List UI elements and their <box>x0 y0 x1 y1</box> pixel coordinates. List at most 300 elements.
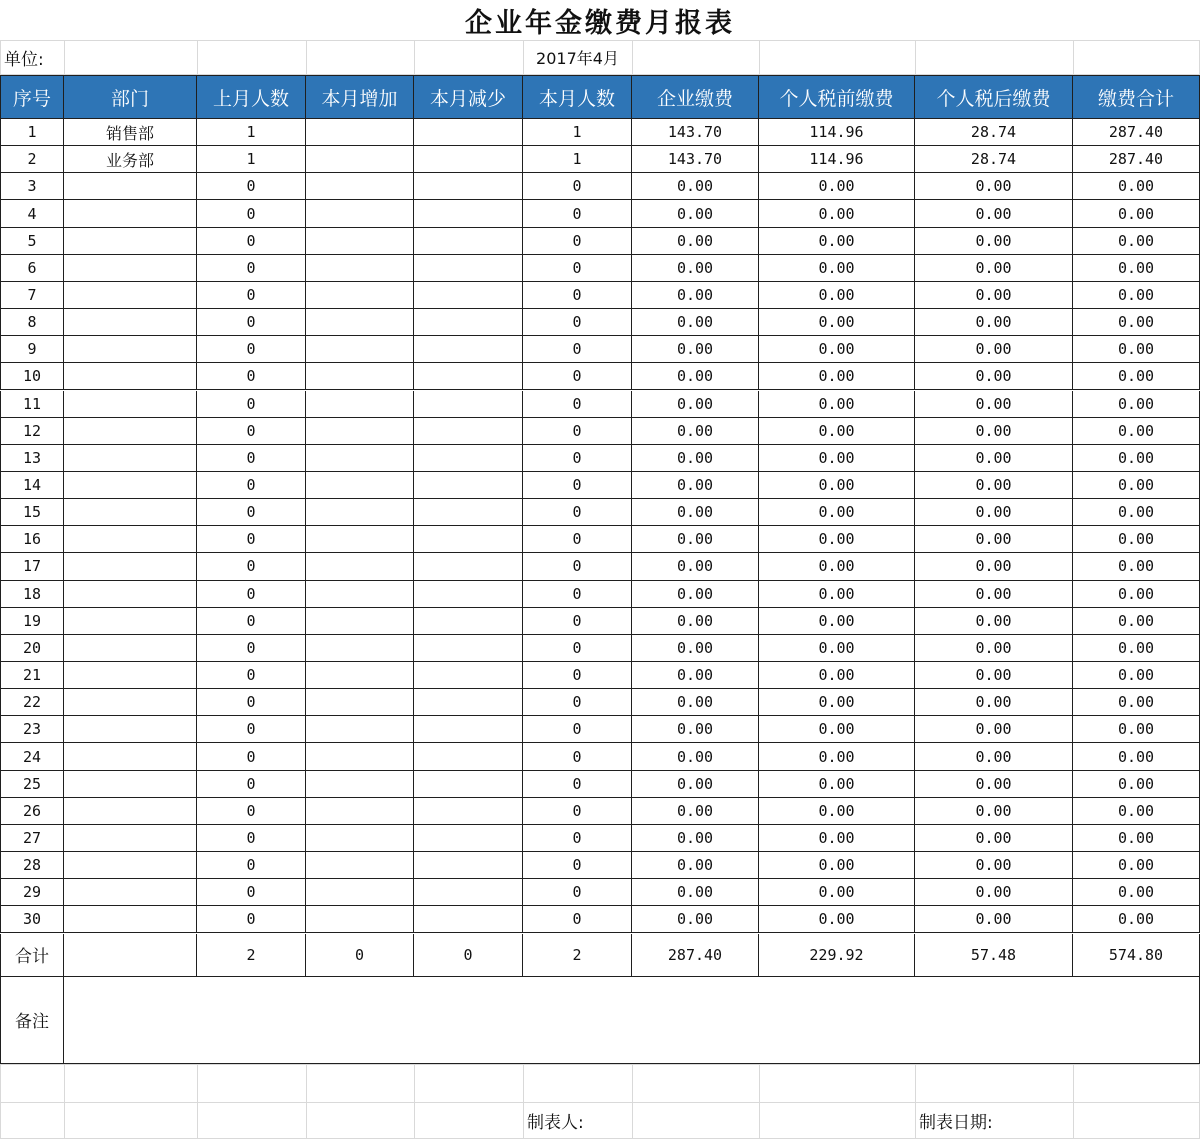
table-cell[interactable] <box>306 581 414 608</box>
table-cell[interactable]: 0 <box>197 282 306 309</box>
table-cell[interactable]: 0 <box>197 689 306 716</box>
table-cell[interactable] <box>306 798 414 825</box>
table-cell[interactable]: 0.00 <box>1073 635 1200 662</box>
totals-cell[interactable]: 0 <box>414 934 523 977</box>
table-cell[interactable]: 11 <box>0 391 64 418</box>
totals-cell[interactable]: 2 <box>523 934 632 977</box>
table-cell[interactable]: 2 <box>0 146 64 173</box>
table-cell[interactable]: 0.00 <box>915 553 1073 580</box>
table-cell[interactable]: 0.00 <box>1073 445 1200 472</box>
table-cell[interactable]: 0.00 <box>915 716 1073 743</box>
table-cell[interactable]: 0.00 <box>1073 363 1200 390</box>
table-cell[interactable]: 0.00 <box>915 472 1073 499</box>
totals-cell[interactable]: 0 <box>306 934 414 977</box>
table-cell[interactable] <box>64 200 197 227</box>
table-cell[interactable]: 0 <box>523 200 632 227</box>
table-cell[interactable]: 1 <box>197 146 306 173</box>
column-header-8[interactable]: 个人税前缴费 <box>759 75 915 119</box>
table-cell[interactable] <box>306 445 414 472</box>
table-cell[interactable]: 0.00 <box>915 689 1073 716</box>
table-cell[interactable] <box>306 608 414 635</box>
table-cell[interactable]: 0 <box>197 363 306 390</box>
table-cell[interactable]: 4 <box>0 200 64 227</box>
table-cell[interactable]: 0.00 <box>759 743 915 770</box>
table-cell[interactable] <box>306 553 414 580</box>
table-cell[interactable] <box>64 608 197 635</box>
table-cell[interactable]: 0 <box>197 906 306 933</box>
table-cell[interactable] <box>306 391 414 418</box>
table-cell[interactable]: 6 <box>0 255 64 282</box>
table-cell[interactable]: 0.00 <box>632 798 759 825</box>
table-cell[interactable] <box>64 798 197 825</box>
table-cell[interactable]: 0.00 <box>759 282 915 309</box>
table-cell[interactable]: 0.00 <box>1073 526 1200 553</box>
table-cell[interactable]: 0.00 <box>632 581 759 608</box>
table-cell[interactable] <box>414 200 523 227</box>
table-cell[interactable] <box>414 445 523 472</box>
table-cell[interactable] <box>414 282 523 309</box>
table-cell[interactable] <box>64 581 197 608</box>
table-cell[interactable]: 0.00 <box>915 581 1073 608</box>
table-cell[interactable]: 15 <box>0 499 64 526</box>
table-cell[interactable] <box>64 418 197 445</box>
table-cell[interactable]: 0.00 <box>915 363 1073 390</box>
table-cell[interactable]: 14 <box>0 472 64 499</box>
table-cell[interactable]: 0 <box>523 553 632 580</box>
totals-cell[interactable]: 287.40 <box>632 934 759 977</box>
table-cell[interactable]: 0 <box>197 391 306 418</box>
table-cell[interactable]: 0 <box>197 608 306 635</box>
table-cell[interactable]: 10 <box>0 363 64 390</box>
table-cell[interactable]: 0 <box>197 879 306 906</box>
table-cell[interactable]: 0 <box>197 771 306 798</box>
table-cell[interactable] <box>414 771 523 798</box>
table-cell[interactable]: 0.00 <box>632 282 759 309</box>
table-cell[interactable]: 0.00 <box>915 743 1073 770</box>
table-cell[interactable]: 0 <box>523 852 632 879</box>
table-cell[interactable]: 0.00 <box>1073 662 1200 689</box>
table-cell[interactable]: 0.00 <box>759 173 915 200</box>
table-cell[interactable] <box>414 635 523 662</box>
table-cell[interactable]: 0.00 <box>915 771 1073 798</box>
table-cell[interactable] <box>414 255 523 282</box>
table-cell[interactable] <box>414 798 523 825</box>
table-cell[interactable]: 27 <box>0 825 64 852</box>
table-cell[interactable] <box>414 879 523 906</box>
table-cell[interactable]: 0.00 <box>915 336 1073 363</box>
table-cell[interactable]: 0.00 <box>632 228 759 255</box>
table-cell[interactable]: 0.00 <box>632 255 759 282</box>
table-cell[interactable] <box>414 553 523 580</box>
table-cell[interactable]: 0.00 <box>1073 173 1200 200</box>
table-cell[interactable] <box>306 743 414 770</box>
table-cell[interactable]: 0 <box>197 825 306 852</box>
totals-cell[interactable] <box>64 934 197 977</box>
table-cell[interactable]: 0.00 <box>632 336 759 363</box>
table-cell[interactable]: 287.40 <box>1073 119 1200 146</box>
remark-field[interactable] <box>64 977 1200 1064</box>
table-cell[interactable]: 0.00 <box>1073 499 1200 526</box>
table-cell[interactable]: 0.00 <box>759 608 915 635</box>
table-cell[interactable]: 0.00 <box>759 526 915 553</box>
table-cell[interactable]: 0 <box>197 716 306 743</box>
table-cell[interactable]: 0.00 <box>915 282 1073 309</box>
table-cell[interactable]: 12 <box>0 418 64 445</box>
table-cell[interactable]: 0.00 <box>915 906 1073 933</box>
table-cell[interactable]: 0.00 <box>1073 825 1200 852</box>
table-cell[interactable]: 0 <box>523 228 632 255</box>
totals-label[interactable]: 合计 <box>0 934 64 977</box>
table-cell[interactable]: 0.00 <box>759 716 915 743</box>
table-cell[interactable]: 3 <box>0 173 64 200</box>
table-cell[interactable]: 0 <box>197 635 306 662</box>
table-cell[interactable]: 0.00 <box>759 798 915 825</box>
table-cell[interactable]: 0 <box>197 445 306 472</box>
table-cell[interactable]: 0.00 <box>632 743 759 770</box>
table-cell[interactable] <box>64 553 197 580</box>
table-cell[interactable]: 0 <box>523 445 632 472</box>
column-header-7[interactable]: 企业缴费 <box>632 75 759 119</box>
table-cell[interactable] <box>306 635 414 662</box>
table-cell[interactable] <box>306 852 414 879</box>
table-cell[interactable] <box>414 418 523 445</box>
table-cell[interactable]: 0.00 <box>759 228 915 255</box>
table-cell[interactable]: 0.00 <box>915 418 1073 445</box>
table-cell[interactable]: 0 <box>523 716 632 743</box>
table-cell[interactable] <box>414 608 523 635</box>
table-cell[interactable] <box>414 743 523 770</box>
table-cell[interactable]: 0.00 <box>1073 255 1200 282</box>
table-cell[interactable]: 0.00 <box>632 662 759 689</box>
table-cell[interactable]: 0.00 <box>632 173 759 200</box>
table-cell[interactable] <box>414 472 523 499</box>
table-cell[interactable]: 0 <box>197 852 306 879</box>
column-header-1[interactable]: 序号 <box>0 75 64 119</box>
table-cell[interactable] <box>64 526 197 553</box>
table-cell[interactable]: 0.00 <box>759 336 915 363</box>
table-cell[interactable]: 0 <box>197 200 306 227</box>
table-cell[interactable]: 0.00 <box>632 608 759 635</box>
table-cell[interactable]: 0 <box>197 499 306 526</box>
table-cell[interactable]: 0.00 <box>759 499 915 526</box>
table-cell[interactable]: 25 <box>0 771 64 798</box>
table-cell[interactable] <box>64 499 197 526</box>
table-cell[interactable]: 287.40 <box>1073 146 1200 173</box>
column-header-3[interactable]: 上月人数 <box>197 75 306 119</box>
table-cell[interactable]: 0.00 <box>1073 906 1200 933</box>
table-cell[interactable] <box>306 228 414 255</box>
table-cell[interactable]: 114.96 <box>759 119 915 146</box>
table-cell[interactable]: 0 <box>523 608 632 635</box>
table-cell[interactable] <box>64 363 197 390</box>
table-cell[interactable]: 0.00 <box>632 472 759 499</box>
table-cell[interactable]: 1 <box>523 119 632 146</box>
table-cell[interactable] <box>306 363 414 390</box>
table-cell[interactable]: 0 <box>523 581 632 608</box>
table-cell[interactable]: 0.00 <box>759 906 915 933</box>
table-cell[interactable] <box>306 906 414 933</box>
table-cell[interactable]: 0.00 <box>1073 391 1200 418</box>
table-cell[interactable] <box>414 391 523 418</box>
table-cell[interactable]: 0 <box>523 391 632 418</box>
table-cell[interactable]: 0.00 <box>915 825 1073 852</box>
table-cell[interactable] <box>64 825 197 852</box>
table-cell[interactable]: 0.00 <box>915 852 1073 879</box>
table-cell[interactable]: 0.00 <box>759 879 915 906</box>
table-cell[interactable] <box>306 662 414 689</box>
table-cell[interactable]: 0.00 <box>632 716 759 743</box>
table-cell[interactable]: 0 <box>523 689 632 716</box>
table-cell[interactable]: 0.00 <box>632 879 759 906</box>
table-cell[interactable]: 0 <box>523 825 632 852</box>
table-cell[interactable]: 28.74 <box>915 119 1073 146</box>
table-cell[interactable]: 0.00 <box>1073 228 1200 255</box>
column-header-2[interactable]: 部门 <box>64 75 197 119</box>
table-cell[interactable] <box>306 418 414 445</box>
table-cell[interactable]: 19 <box>0 608 64 635</box>
table-cell[interactable]: 0.00 <box>759 689 915 716</box>
table-cell[interactable] <box>306 879 414 906</box>
table-cell[interactable]: 0.00 <box>1073 771 1200 798</box>
table-cell[interactable]: 0 <box>523 472 632 499</box>
table-cell[interactable] <box>64 282 197 309</box>
table-cell[interactable]: 0.00 <box>632 309 759 336</box>
table-cell[interactable]: 23 <box>0 716 64 743</box>
table-cell[interactable]: 0.00 <box>632 499 759 526</box>
totals-cell[interactable]: 574.80 <box>1073 934 1200 977</box>
table-cell[interactable]: 0.00 <box>759 445 915 472</box>
table-cell[interactable] <box>306 771 414 798</box>
column-header-6[interactable]: 本月人数 <box>523 75 632 119</box>
table-cell[interactable]: 143.70 <box>632 146 759 173</box>
table-cell[interactable]: 0 <box>523 173 632 200</box>
table-cell[interactable]: 0.00 <box>1073 553 1200 580</box>
table-cell[interactable] <box>64 336 197 363</box>
table-cell[interactable]: 7 <box>0 282 64 309</box>
table-cell[interactable]: 0.00 <box>632 200 759 227</box>
table-cell[interactable]: 0 <box>523 309 632 336</box>
table-cell[interactable]: 0.00 <box>915 608 1073 635</box>
table-cell[interactable]: 0.00 <box>632 363 759 390</box>
table-cell[interactable]: 17 <box>0 553 64 580</box>
table-cell[interactable]: 0 <box>523 499 632 526</box>
table-cell[interactable]: 0.00 <box>915 391 1073 418</box>
table-cell[interactable]: 24 <box>0 743 64 770</box>
table-cell[interactable]: 0 <box>523 282 632 309</box>
table-cell[interactable] <box>306 336 414 363</box>
table-cell[interactable]: 8 <box>0 309 64 336</box>
table-cell[interactable]: 22 <box>0 689 64 716</box>
table-cell[interactable]: 0 <box>523 635 632 662</box>
table-cell[interactable] <box>414 689 523 716</box>
table-cell[interactable] <box>64 662 197 689</box>
table-cell[interactable]: 0.00 <box>915 499 1073 526</box>
column-header-10[interactable]: 缴费合计 <box>1073 75 1200 119</box>
table-cell[interactable] <box>414 119 523 146</box>
table-cell[interactable] <box>64 906 197 933</box>
table-cell[interactable]: 13 <box>0 445 64 472</box>
table-cell[interactable] <box>414 526 523 553</box>
table-cell[interactable]: 143.70 <box>632 119 759 146</box>
table-cell[interactable] <box>414 716 523 743</box>
table-cell[interactable]: 0.00 <box>1073 743 1200 770</box>
table-cell[interactable] <box>306 716 414 743</box>
table-cell[interactable] <box>414 499 523 526</box>
table-cell[interactable] <box>306 255 414 282</box>
table-cell[interactable] <box>414 228 523 255</box>
table-cell[interactable]: 0.00 <box>632 418 759 445</box>
table-cell[interactable] <box>414 146 523 173</box>
column-header-5[interactable]: 本月减少 <box>414 75 523 119</box>
table-cell[interactable]: 0.00 <box>915 445 1073 472</box>
table-cell[interactable]: 0.00 <box>915 526 1073 553</box>
table-cell[interactable] <box>64 879 197 906</box>
table-cell[interactable]: 1 <box>197 119 306 146</box>
totals-cell[interactable]: 2 <box>197 934 306 977</box>
table-cell[interactable] <box>414 906 523 933</box>
table-cell[interactable]: 0 <box>523 526 632 553</box>
table-cell[interactable]: 0 <box>523 879 632 906</box>
table-cell[interactable]: 0.00 <box>759 391 915 418</box>
table-cell[interactable] <box>306 282 414 309</box>
table-cell[interactable]: 0.00 <box>632 526 759 553</box>
table-cell[interactable] <box>414 825 523 852</box>
table-cell[interactable] <box>64 716 197 743</box>
table-cell[interactable]: 0.00 <box>759 635 915 662</box>
table-cell[interactable]: 0.00 <box>759 771 915 798</box>
table-cell[interactable]: 30 <box>0 906 64 933</box>
table-cell[interactable]: 0.00 <box>759 825 915 852</box>
table-cell[interactable]: 0.00 <box>1073 336 1200 363</box>
table-cell[interactable]: 0.00 <box>915 662 1073 689</box>
totals-cell[interactable]: 57.48 <box>915 934 1073 977</box>
table-cell[interactable]: 0 <box>197 662 306 689</box>
table-cell[interactable]: 0.00 <box>915 798 1073 825</box>
table-cell[interactable]: 0 <box>523 798 632 825</box>
table-cell[interactable]: 0.00 <box>1073 798 1200 825</box>
table-cell[interactable] <box>64 391 197 418</box>
table-cell[interactable]: 0.00 <box>632 445 759 472</box>
table-cell[interactable]: 26 <box>0 798 64 825</box>
table-cell[interactable]: 0.00 <box>632 825 759 852</box>
table-cell[interactable] <box>306 499 414 526</box>
table-cell[interactable]: 114.96 <box>759 146 915 173</box>
table-cell[interactable]: 0.00 <box>632 852 759 879</box>
table-cell[interactable] <box>64 635 197 662</box>
table-cell[interactable]: 0.00 <box>1073 418 1200 445</box>
table-cell[interactable] <box>64 689 197 716</box>
table-cell[interactable]: 0.00 <box>915 879 1073 906</box>
table-cell[interactable] <box>414 662 523 689</box>
table-cell[interactable]: 0 <box>197 309 306 336</box>
table-cell[interactable] <box>306 309 414 336</box>
table-cell[interactable]: 0.00 <box>759 363 915 390</box>
table-cell[interactable] <box>306 526 414 553</box>
table-cell[interactable]: 0 <box>197 418 306 445</box>
column-header-9[interactable]: 个人税后缴费 <box>915 75 1073 119</box>
table-cell[interactable] <box>414 173 523 200</box>
table-cell[interactable]: 业务部 <box>64 146 197 173</box>
table-cell[interactable]: 0 <box>523 418 632 445</box>
table-cell[interactable] <box>64 852 197 879</box>
table-cell[interactable] <box>414 581 523 608</box>
table-cell[interactable]: 0.00 <box>1073 689 1200 716</box>
table-cell[interactable]: 5 <box>0 228 64 255</box>
table-cell[interactable] <box>414 852 523 879</box>
table-cell[interactable]: 0.00 <box>632 906 759 933</box>
table-cell[interactable] <box>64 472 197 499</box>
table-cell[interactable]: 0.00 <box>1073 200 1200 227</box>
table-cell[interactable]: 0 <box>197 472 306 499</box>
table-cell[interactable] <box>414 336 523 363</box>
table-cell[interactable]: 0 <box>197 255 306 282</box>
table-cell[interactable]: 16 <box>0 526 64 553</box>
table-cell[interactable]: 0 <box>523 662 632 689</box>
table-cell[interactable]: 0.00 <box>632 391 759 418</box>
table-cell[interactable]: 0 <box>523 771 632 798</box>
table-cell[interactable] <box>306 119 414 146</box>
table-cell[interactable] <box>64 445 197 472</box>
table-cell[interactable]: 1 <box>523 146 632 173</box>
table-cell[interactable]: 0.00 <box>632 635 759 662</box>
table-cell[interactable]: 0 <box>523 906 632 933</box>
table-cell[interactable]: 0 <box>197 526 306 553</box>
table-cell[interactable] <box>64 255 197 282</box>
table-cell[interactable]: 28 <box>0 852 64 879</box>
table-cell[interactable]: 0.00 <box>759 200 915 227</box>
table-cell[interactable]: 18 <box>0 581 64 608</box>
table-cell[interactable]: 0.00 <box>759 852 915 879</box>
table-cell[interactable]: 0.00 <box>632 771 759 798</box>
table-cell[interactable]: 29 <box>0 879 64 906</box>
table-cell[interactable]: 21 <box>0 662 64 689</box>
table-cell[interactable]: 销售部 <box>64 119 197 146</box>
table-cell[interactable]: 0.00 <box>759 472 915 499</box>
table-cell[interactable] <box>64 743 197 770</box>
table-cell[interactable] <box>306 200 414 227</box>
table-cell[interactable]: 0 <box>197 336 306 363</box>
table-cell[interactable]: 20 <box>0 635 64 662</box>
table-cell[interactable] <box>306 146 414 173</box>
table-cell[interactable]: 0 <box>523 255 632 282</box>
table-cell[interactable]: 0.00 <box>1073 879 1200 906</box>
table-cell[interactable]: 0.00 <box>1073 282 1200 309</box>
table-cell[interactable] <box>306 173 414 200</box>
table-cell[interactable]: 0 <box>197 743 306 770</box>
table-cell[interactable]: 0.00 <box>1073 608 1200 635</box>
table-cell[interactable]: 0.00 <box>1073 716 1200 743</box>
table-cell[interactable]: 0.00 <box>915 228 1073 255</box>
table-cell[interactable]: 0.00 <box>1073 581 1200 608</box>
table-cell[interactable]: 0.00 <box>759 255 915 282</box>
table-cell[interactable]: 0.00 <box>632 689 759 716</box>
table-cell[interactable]: 0 <box>197 798 306 825</box>
table-cell[interactable]: 0.00 <box>915 309 1073 336</box>
table-cell[interactable]: 0 <box>197 228 306 255</box>
table-cell[interactable] <box>306 472 414 499</box>
table-cell[interactable]: 28.74 <box>915 146 1073 173</box>
table-cell[interactable]: 0.00 <box>759 581 915 608</box>
table-cell[interactable] <box>64 309 197 336</box>
table-cell[interactable]: 0.00 <box>759 418 915 445</box>
table-cell[interactable] <box>414 363 523 390</box>
table-cell[interactable]: 0.00 <box>759 553 915 580</box>
table-cell[interactable] <box>414 309 523 336</box>
table-cell[interactable]: 0.00 <box>915 255 1073 282</box>
table-cell[interactable] <box>64 228 197 255</box>
table-cell[interactable]: 0.00 <box>915 635 1073 662</box>
table-cell[interactable]: 0.00 <box>915 200 1073 227</box>
